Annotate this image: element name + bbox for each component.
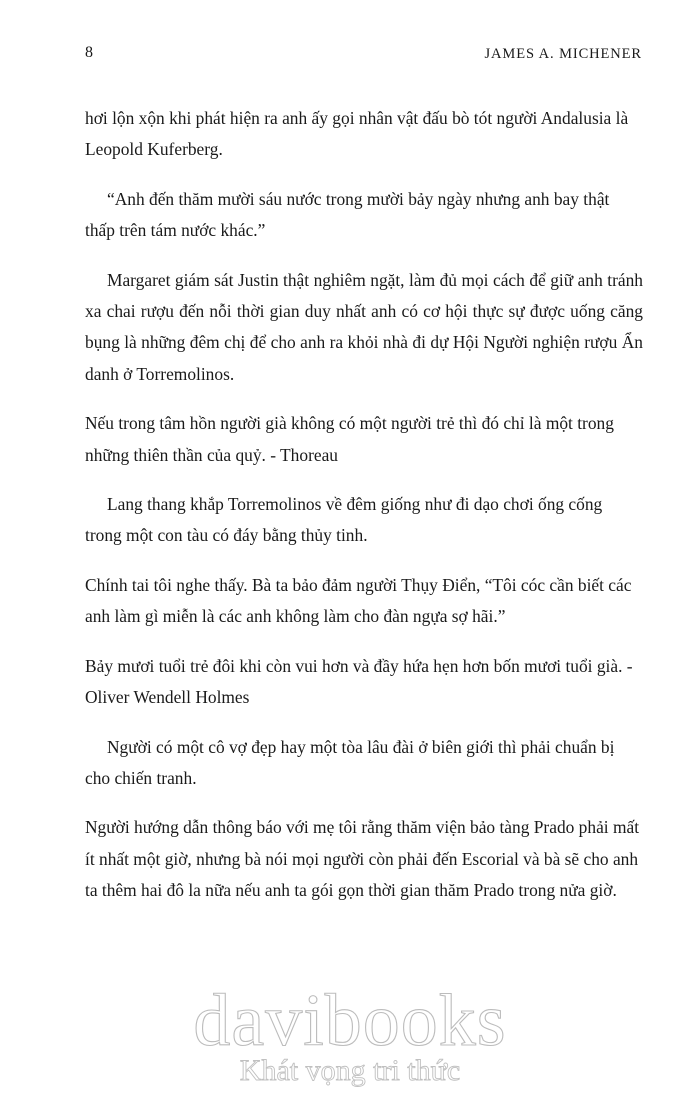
paragraph: “Anh đến thăm mười sáu nước trong mười bảy ngày nhưng anh bay thật thấp trên tám nước khác.” (85, 188, 610, 241)
watermark (0, 980, 700, 1088)
paragraph: Margaret giám sát Justin thật nghiêm ngặt, làm đủ mọi cách để giữ anh tránh xa chai rượu đến nỗi thời gian duy nhất anh có cơ hội thực sự được uống căng bụng là những đêm chị để cho anh ra khỏi nhà đi dự Hội Người nghiện rượu Ẩn danh ở Torremolinos. (85, 269, 643, 384)
page-header (85, 44, 642, 68)
paragraph: Nếu trong tâm hồn người già không có một người trẻ thì đó chỉ là một trong những thiên thần của quỷ. - Thoreau (85, 413, 614, 465)
paragraph: Lang thang khắp Torremolinos về đêm giống như đi dạo chơi ống cống trong một con tàu có đáy bằng thủy tinh. (85, 494, 603, 546)
body-text (85, 103, 643, 907)
watermark-title: davibooks (193, 980, 507, 1062)
page-number: 8 (85, 44, 94, 61)
running-head: JAMES A. MICHENER (484, 46, 642, 62)
watermark-subtitle: Khát vọng tri thức (239, 1054, 461, 1087)
paragraph: Người có một cô vợ đẹp hay một tòa lâu đài ở biên giới thì phải chuẩn bị cho chiến tranh. (85, 736, 615, 788)
paragraph: hơi lộn xộn khi phát hiện ra anh ấy gọi nhân vật đấu bò tót người Andalusia là Leopold Kuferberg. (85, 108, 629, 160)
paragraph: Bảy mươi tuổi trẻ đôi khi còn vui hơn và đầy hứa hẹn hơn bốn mươi tuổi già. - Oliver Wendell Holmes (85, 655, 633, 708)
paragraph: Chính tai tôi nghe thấy. Bà ta bảo đảm người Thụy Điển, “Tôi cóc cần biết các anh làm gì miễn là các anh không làm cho đàn ngựa sợ hãi.” (85, 574, 632, 627)
paragraph: Người hướng dẫn thông báo với mẹ tôi rằng thăm viện bảo tàng Prado phải mất ít nhất một giờ, nhưng bà nói mọi người còn phải đến Escorial và bà sẽ cho anh ta thêm hai đô la nữa nếu anh ta gói gọn thời gian thăm Prado trong nửa giờ. (85, 817, 640, 901)
